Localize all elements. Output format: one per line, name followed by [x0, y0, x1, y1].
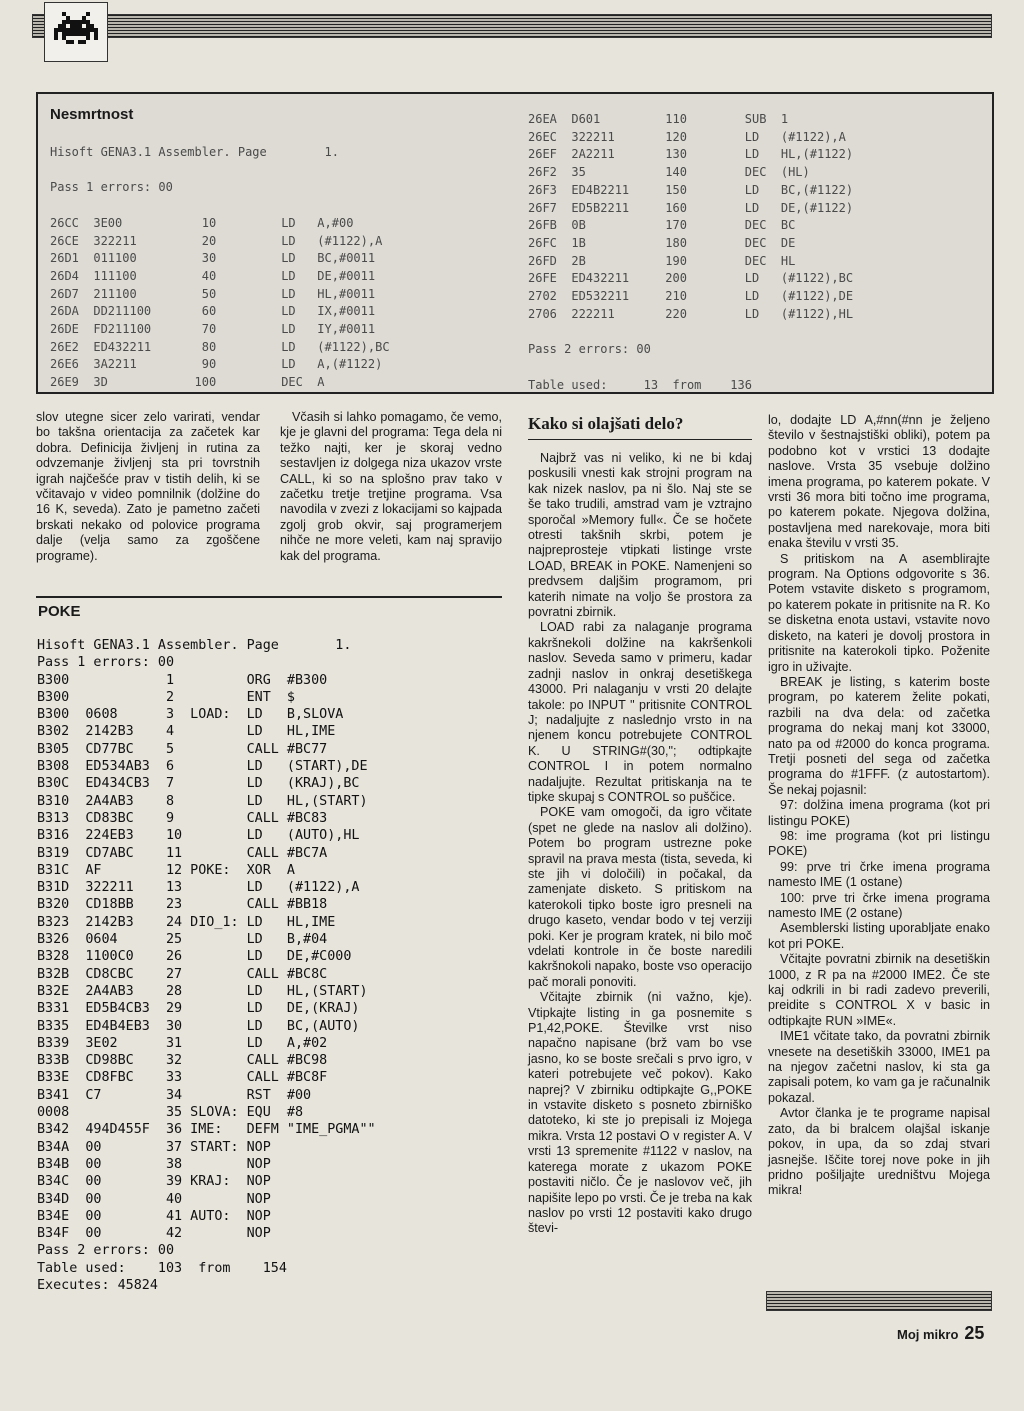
article-paragraph: lo, dodajte LD A,#nn(#nn je željeno število v šestnajstiški obliki), potem pa podobno kot v vrstici 13 dodajte naslove. Vrsta 35 vsebuje dolžino imena programa, po katerem pokate. V vrsti 36 mora biti točno ime programa, po katerem pokate. Njegova dolžina, postavljena med narekovaje, mora biti enaka številu v vrsti 35. [768, 413, 990, 551]
section-divider [36, 596, 502, 598]
article-paragraph: Asemblerski listing uporabljate enako kot pri POKE. [768, 921, 990, 951]
article-paragraph: BREAK je listing, s katerim boste program, po katerem želite pokati, razbili na dva dela: od začetka programa do nekaj manj kot 33000, nato pa od #2000 do konca programa. Tretji posneti del sega od začetka programa do #1FFF. (z autostartom). Še nekaj pojasnil: [768, 674, 990, 797]
article-paragraph: 99: prve tri črke imena programa namesto IME (1 ostane) [768, 859, 990, 890]
article-paragraph: 100: prve tri črke imena programa namesto IME (2 ostane) [768, 890, 990, 920]
nesmrtnost-title: Nesmrtnost [50, 106, 134, 123]
header-stripe-bar [32, 14, 992, 38]
article-paragraph: Avtor članka je te programe napisal zato, da bi bralcem olajšal iskanje pokov, in upa, da so zdaj stvari jasnejše. Iščite torej nove poke in jih pridno pošiljajte uredništvu Mojega mikra! [768, 1106, 990, 1198]
poke-heading: POKE [38, 603, 81, 620]
poke-listing: Hisoft GENA3.1 Assembler. Page 1. Pass 1 errors: 00 B300 1 ORG #B300 B300 2 ENT $ B300 0608 3 LOAD: LD B,SLOVA B302 2142B3 4 LD HL,IME B305 CD77BC 5 CALL #BC77 B308 ED534AB3 6 LD (START),DE B30C ED434CB3 7 LD (KRAJ),BC B310 2A4AB3 8 LD HL,(START) B313 CD83BC 9 CALL #BC83 B316 224EB3 10 LD (AUTO),HL B319 CD7ABC 11 CALL #BC7A B31C AF 12 POKE: XOR A B31D 322211 13 LD (#1122),A B320 CD18BB 23 CALL #BB18 B323 2142B3 24 DIO_1: LD HL,IME B326 0604 25 LD B,#04 B328 1100C0 26 LD DE,#C000 B32B CD8CBC 27 CALL #BC8C B32E 2A4AB3 28 LD HL,(START) B331 ED5B4CB3 29 LD DE,(KRAJ) B335 ED4B4EB3 30 LD BC,(AUTO) B339 3E02 31 LD A,#02 B33B CD98BC 32 CALL #BC98 B33E CD8FBC 33 CALL #BC8F B341 C7 34 RST #00 0008 35 SLOVA: EQU #8 B342 494D455F 36 IME: DEFM "IME_PGMA"" B34A 00 37 START: NOP B34B 00 38 NOP B34C 00 39 KRAJ: NOP B34D 00 40 NOP B34E 00 41 AUTO: NOP B34F 00 42 NOP Pass 2 errors: 00 Table used: 103 from 154 Executes: 45824 [37, 638, 376, 1293]
article-paragraph: POKE vam omogoči, da igro včitate (spet ne glede na naslov ali dolžino). Potem bo program ustrezne poke spravil na prava mesta (tista, seveda, ki ste jih vi določili) in počakal, da zamenjate disketo. S pritiskom na katerokoli tipko boste igro presneli na drugo kaseto, vendar bodo v tej verziji poki. Ker je program kratek, ni bilo moč vdelati kontrole in če boste naredili kakršnokoli napako, boste vso operacijo pač morali ponoviti. [528, 805, 752, 989]
nesmrtnost-listing-box [36, 92, 994, 394]
article-title-underline [528, 439, 752, 440]
article-paragraph: 97: dolžina imena programa (kot pri listingu POKE) [768, 798, 990, 828]
nesmrtnost-listing-right: 26EA D601 110 SUB 1 26EC 322211 120 LD (#1122),A 26EF 2A2211 130 LD HL,(#1122) 26F2 35 140 DEC (HL) 26F3 ED4B2211 150 LD BC,(#1122) 26F7 ED5B2211 160 LD DE,(#1122) 26FB 0B 170 DEC BC 26FC 1B 180 DEC DE 26FD 2B 190 DEC HL 26FE ED432211 200 LD (#1122),BC 2702 ED532211 210 LD (#1122),DE 2706 222211 220 LD (#1122),HL Pass 2 errors: 00 Table used: 13 from 136 [528, 112, 854, 392]
article-paragraph: Včitajte zbirnik (ni važno, kje). Vtipkajte listing in ga posnemite s P1,42,POKE. Številke vrst niso napačno napisane (brž vam bo vse jasno, ko se boste srečali s prvo igro, v kateri potrebujete več pokov). Kako naprej? V zbirniku odtipkajte G,,POKE in vstavite disketo s posneto zbirniško datoteko, ki ste jo prepisali iz Mojega mikra. Vrsta 12 postavi O v register A. V vrsti 13 spremenite #1122 v naslov, na katerega morate z ukazom POKE postaviti ničlo. Če je naslovov več, jih napišite lepo po vrsti. Če je treba na kak naslov po vrsti 12 postaviti kako drugo števi- [528, 990, 753, 1236]
nesmrtnost-listing-left: Hisoft GENA3.1 Assembler. Page 1. Pass 1 errors: 00 26CC 3E00 10 LD A,#00 26CE 322211 20 LD (#1122),A 26D1 011100 30 LD BC,#0011 26D4 111100 40 LD DE,#0011 26D7 211100 50 LD HL,#0011 26DA DD211100 60 LD IX,#0011 26DE FD211100 70 LD IY,#0011 26E2 ED432211 80 LD (#1122),BC 26E6 3A2211 90 LD A,(#1122) 26E9 3D 100 DEC A [50, 145, 390, 390]
footer-stripe-bar [766, 1291, 992, 1311]
article-paragraph: LOAD rabi za nalaganje programa kakršnekoli dolžine na kakršenkoli naslov. Seveda samo v primeru, kadar zadnji naslov in onkraj desetiškega 43000. Pri nalaganju v vrsti 20 delajte takole: po INPUT " pritisnite CONTROL J; nadaljujte z naslednjo vrsto in na njenem koncu potrebujete CONTROL K. U STRING#(30,"; odtipkajte CONTROL I in potem normalno nadaljujte. Rezultat pritiskanja na te tipke skupaj s CONTROL so puščice. [528, 620, 752, 804]
article-paragraph: Včitajte povratni zbirnik na desetiškin 1000, z R pa na #2000 IME2. Če ste kaj odkrili in bi radi zadevo preverili, preidite s CONTROL X v basic in odtipkajte RUN »IME«. [768, 952, 990, 1028]
space-invader-logo [44, 2, 108, 62]
magazine-name: Moj mikro [897, 1327, 959, 1342]
article-title: Kako si olajšati delo? [528, 414, 684, 433]
invader-icon [54, 12, 98, 52]
article-paragraph: S pritiskom na A asemblirajte program. Na Options odgovorite s 36. Potem vstavite disketo s programom, po katerem pokate in pritisnite na R. Ko se disketna enota ustavi, vstavite novo disketo, na kateri je dovolj prostora in pritisnite na katerokoli tipko. Poženite igro in uživajte. [768, 551, 990, 674]
article-paragraph: Najbrž vas ni veliko, ki ne bi kdaj poskusili vnesti kak strojni program na kak nizek naslov, pa ni šlo. Naj ste se še tako trudili, amstrad vam je vztrajno sporočal »Memory full«. Če se hočete otresti takšnih skrbi, potem je najpreprosteje vtipkati listinge vrste LOAD, BREAK in POKE. Namenjeni so predvsem daljšim programom, pri katerih nimate na voljo še prostora za povratni zbirnik. [528, 451, 752, 620]
article-paragraph: 98: ime programa (kot pri listingu POKE) [768, 828, 990, 859]
page-footer [897, 1323, 984, 1344]
page-number: 25 [964, 1323, 985, 1343]
intro-column-1: slov utegne sicer zelo varirati, vendar bo takšna orientacija za začetek kar dobra. Definicija življenj in rutina za odvzemanje življenj sta pri tovrstnih igrah najčešće prav v tistih delih, ki se včitavajo v video pomnilnik (dolžine do 16 K, seveda). Zato je pametno začeti brskati nekako od polovice programa dalje (velja samo za zgoščene programe). [36, 410, 260, 563]
article-column-3 [528, 451, 752, 1237]
article-paragraph: IME1 včitate tako, da povratni zbirnik vnesete na desetiških 33000, IME1 pa na njegov začetni naslov, ki sta ga zapisali potem, ko vam ga je računalnik pokazal. [768, 1029, 990, 1105]
intro-column-2: Včasih si lahko pomagamo, če vemo, kje je glavni del programa: Tega dela ni težko najti, ker je skoraj vedno sestavljen iz dolgega niza ukazov vrste CALL, ki so na splošno prav tako v začetku tretje tretjine programa. Vsa navodila v zvezi z lokacijami so kajpada zgolj grob okvir, saj programerjem nihče ne more veleti, kam naj spravijo kak del programa. [280, 410, 502, 563]
article-column-4 [768, 413, 990, 1199]
